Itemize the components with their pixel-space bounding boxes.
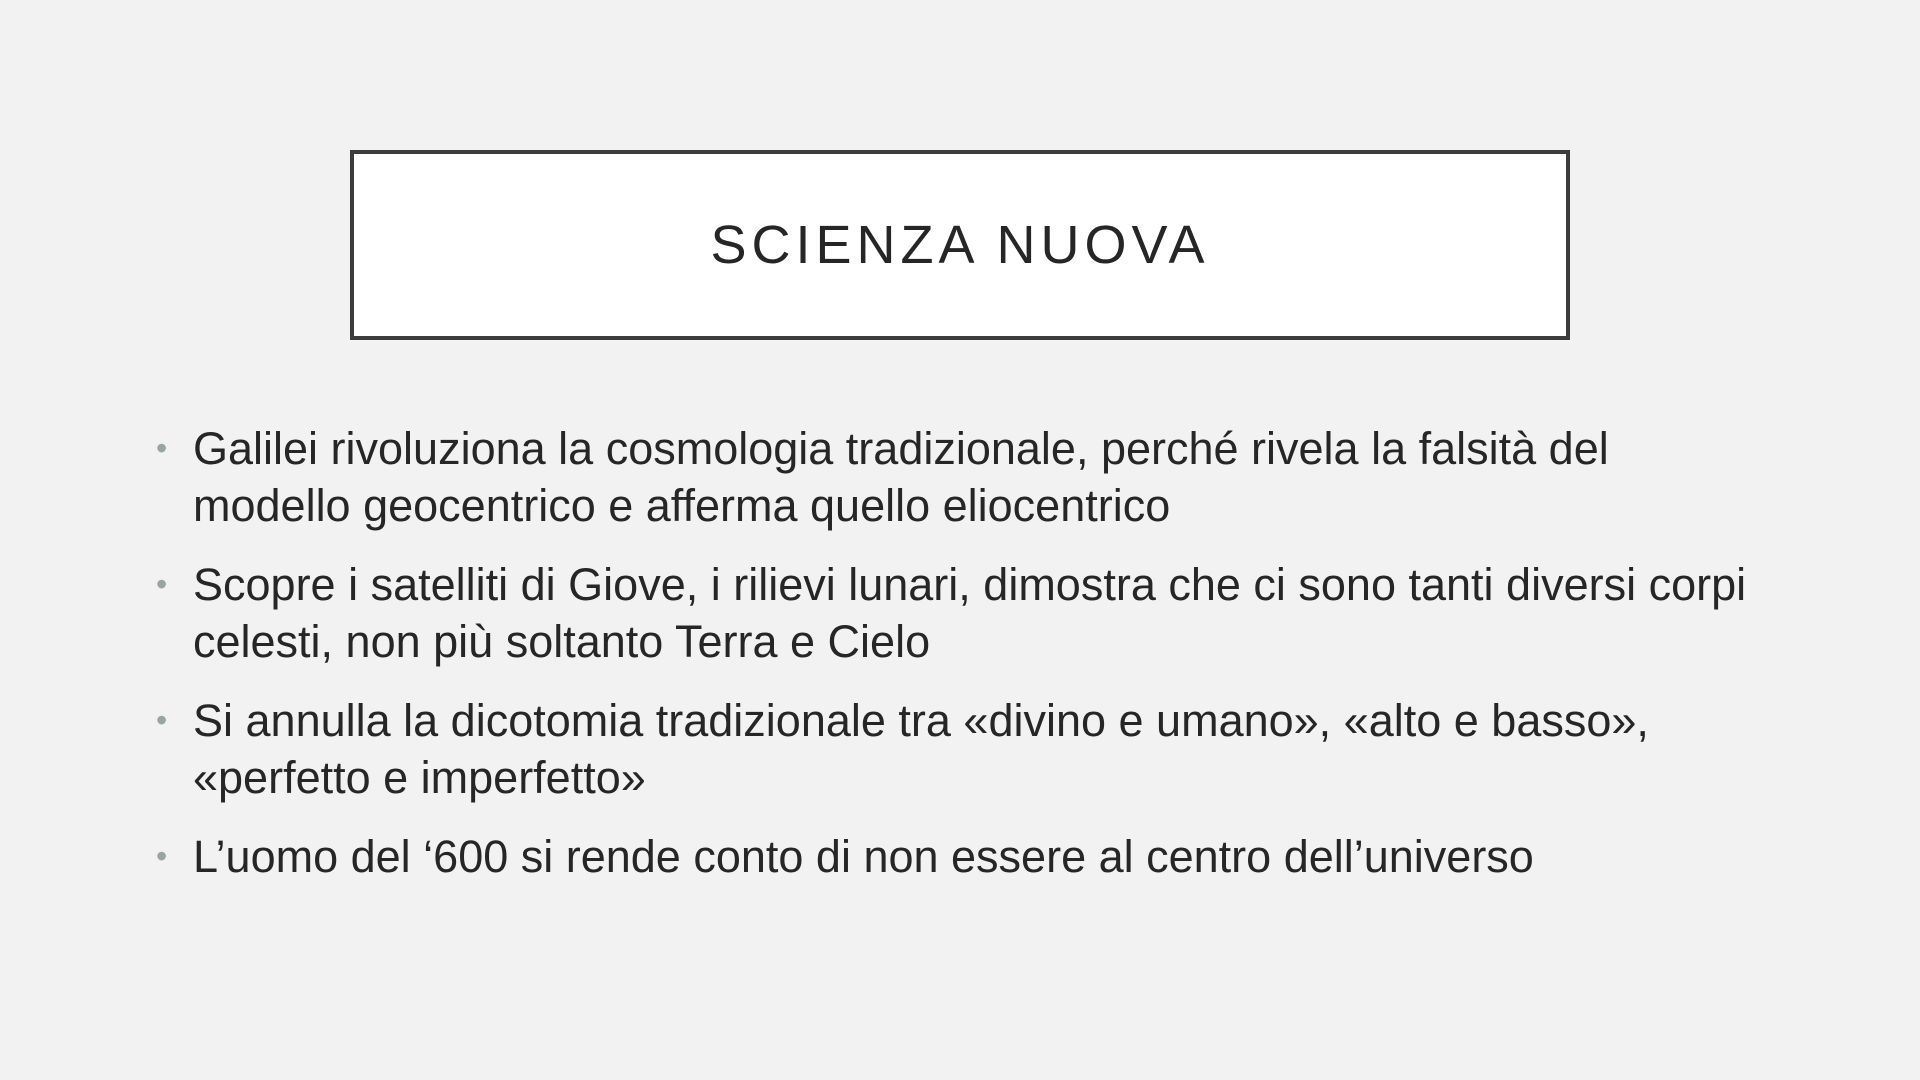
- bullet-item: [150, 556, 1770, 670]
- slide-title: SCIENZA NUOVA: [710, 215, 1210, 275]
- bullet-text: Galilei rivoluziona la cosmologia tradizionale, perché rivela la falsità del modello geocentrico e afferma quello eliocentrico: [193, 423, 1609, 531]
- bullet-text: L’uomo del ‘600 si rende conto di non essere al centro dell’universo: [193, 831, 1534, 882]
- bullet-dot-icon: •: [156, 430, 168, 466]
- bullet-list: [150, 420, 1770, 907]
- bullet-dot-icon: •: [156, 838, 168, 874]
- bullet-dot-icon: •: [156, 566, 168, 602]
- bullet-dot-icon: •: [156, 702, 168, 738]
- title-box: [350, 150, 1570, 340]
- bullet-item: [150, 828, 1770, 885]
- bullet-text: Si annulla la dicotomia tradizionale tra «divino e umano», «alto e basso», «perfetto e imperfetto»: [193, 695, 1649, 803]
- bullet-item: [150, 420, 1770, 534]
- bullet-item: [150, 692, 1770, 806]
- bullet-text: Scopre i satelliti di Giove, i rilievi lunari, dimostra che ci sono tanti diversi corpi celesti, non più soltanto Terra e Cielo: [193, 559, 1747, 667]
